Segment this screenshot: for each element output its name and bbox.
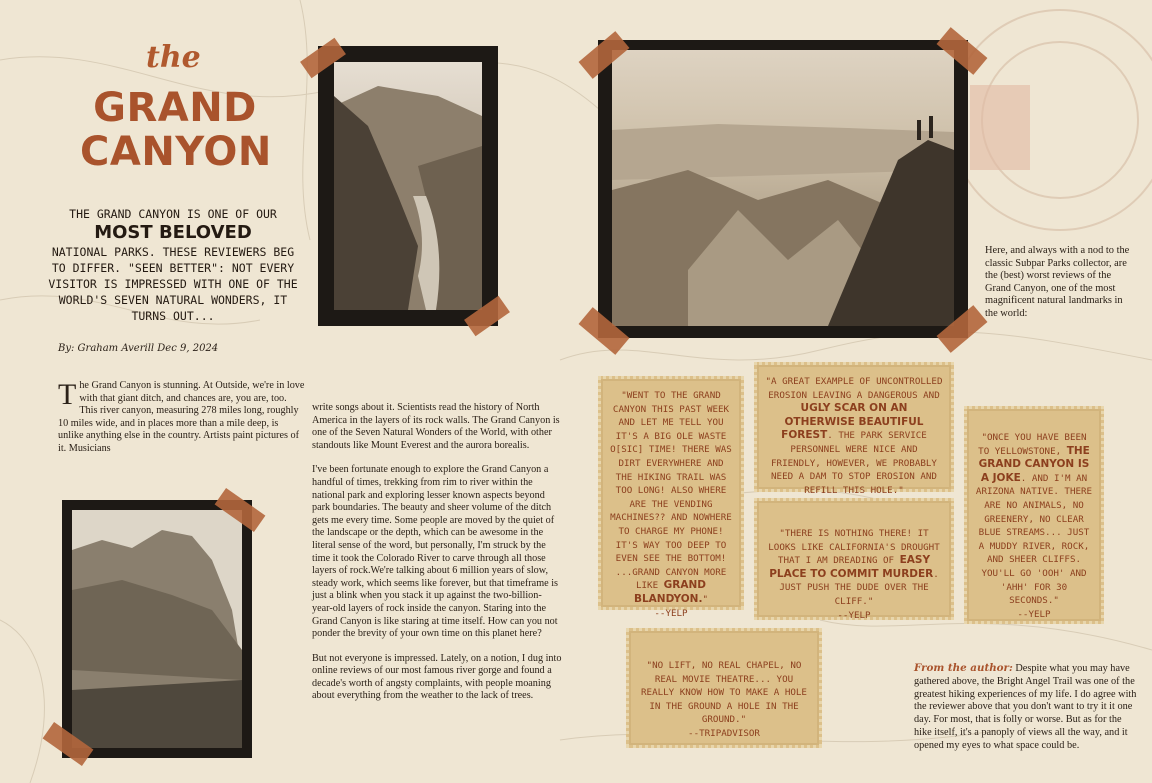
review-source: --YELP bbox=[1017, 608, 1051, 620]
review-card bbox=[626, 628, 822, 748]
review-text-end: . THE PARK SERVICE PERSONNEL WERE NICE AND FRIENDLY, HOWEVER, WE PROBABLY NEED A DAM TO STOP EROSION AND REFILL THIS HOLE." bbox=[771, 430, 937, 496]
deck-line-1: THE GRAND CANYON IS ONE OF OUR bbox=[69, 207, 277, 221]
article-paragraph-3: I've been fortunate enough to explore the Grand Canyon a handful of times, trekking from rim to river within the national park and exploring lesser known aspects beyond park boundaries. The beauty and sheer volume of the ditch gets me every time. Some people are moved by the quiet of the landscape or the depth, which can be awesome in the literal sense of the word, but personally, I'm struck by the time it took the Colorado River to carve through all those layers of rock.We're talking about 6 million years of slow, steady work, which seems like forever, but that timeframe is just a blink when you stack it up against the two-billion-year-old layers of rock inside the canyon. Staring into the Grand Canyon is like staring at time itself. How can you not ponder the brevity of your own time on this planet here? bbox=[312, 464, 558, 640]
photo-canyon-river bbox=[318, 46, 498, 326]
reviews-intro: Here, and always with a nod to the classic Subpar Parks collector, are the (best) worst reviews of the Grand Canyon, one of the most magnificent natural landmarks in the world: bbox=[985, 245, 1130, 319]
review-source: --YELP bbox=[654, 607, 688, 619]
review-emphasis: GRAND BLANDYON. bbox=[633, 579, 707, 605]
review-text-end: . AND I'M AN ARIZONA NATIVE. THERE ARE NO ANIMALS, NO GREENERY, NO CLEAR BLUE STREAMS... JUST A MUDDY RIVER, ROCK, AND SHEER CLIFFS. YOU'LL GO 'OOH' AND 'AHH' FOR 30 SECONDS." bbox=[975, 472, 1093, 607]
title-line-2: CANYON bbox=[80, 129, 272, 175]
review-emphasis: EASY PLACE TO COMMIT MURDER bbox=[769, 554, 934, 580]
author-note bbox=[914, 662, 1140, 753]
title-prefix: the bbox=[146, 40, 201, 75]
author-note-text: Despite what you may have gathered above, the Bright Angel Trail was one of the greatest hiking experiences of my life. I do agree with the reviewer above that you don't want to try it it one day. For most, that is folly or worse. But as for the hike itself, it's a panoply of views all the way, and it opened my eyes to what space could be. bbox=[914, 663, 1137, 751]
review-emphasis: UGLY SCAR ON AN OTHERWISE BEAUTIFUL FOREST bbox=[781, 402, 924, 442]
review-source: --YELP bbox=[837, 609, 871, 621]
review-card bbox=[964, 406, 1104, 624]
deck-emphasis: MOST BELOVED bbox=[94, 222, 252, 243]
title-line-1: GRAND bbox=[93, 85, 257, 131]
photo-rock-formation bbox=[62, 500, 252, 758]
article-paragraph-4: But not everyone is impressed. Lately, on a notion, I dug into online reviews of our most famous river gorge and found a decade's worth of angsty complaints, with people moaning about everything from the weather to the lack of trees. bbox=[312, 652, 562, 702]
deck bbox=[48, 206, 298, 324]
article-column-1 bbox=[58, 380, 306, 456]
review-source: --TRIPADVISOR bbox=[688, 727, 760, 739]
review-card bbox=[754, 362, 954, 496]
drop-cap: T bbox=[58, 378, 77, 411]
page-title bbox=[80, 86, 270, 174]
review-emphasis: THE GRAND CANYON IS A JOKE bbox=[978, 444, 1090, 484]
review-card bbox=[754, 498, 954, 620]
article-paragraph-1: he Grand Canyon is stunning. At Outside, we're in love with that giant ditch, and chances are, you are, too. This river canyon, measuring 278 miles long, roughly 10 miles wide, and in places more than a mile deep, is unlike anything else in the country. Artists paint pictures of it. Musicians bbox=[58, 380, 305, 454]
review-text-end: " bbox=[702, 593, 709, 605]
review-text-end: . JUST PUSH THE DUDE OVER THE CLIFF." bbox=[779, 568, 939, 607]
review-card bbox=[598, 376, 744, 619]
review-text: "THERE IS NOTHING THERE! IT LOOKS LIKE CALIFORNIA'S DROUGHT THAT I AM DREADING OF bbox=[768, 528, 940, 567]
review-text: "NO LIFT, NO REAL CHAPEL, NO REAL MOVIE THEATRE... YOU REALLY KNOW HOW TO MAKE A HOLE IN THE GROUND A HOLE IN THE GROUND." bbox=[641, 660, 807, 726]
byline: By: Graham Averill Dec 9, 2024 bbox=[58, 343, 219, 354]
deck-rest: NATIONAL PARKS. THESE REVIEWERS BEG TO DIFFER. "SEEN BETTER": NOT EVERY VISITOR IS IMPRESSED WITH ONE OF THE WORLD'S SEVEN NATURAL WONDERS, IT TURNS OUT... bbox=[48, 245, 298, 323]
review-text: "ONCE YOU HAVE BEEN TO YELLOWSTONE, bbox=[978, 432, 1087, 457]
review-text: "WENT TO THE GRAND CANYON THIS PAST WEEK AND LET ME TELL YOU IT'S A BIG OLE WASTE O[SIC] TIME! THERE WAS DIRT EVERYWHERE AND THE HIKING TRAIL WAS TOO LONG! ALSO WHERE ARE THE VENDING MACHINES?? AND NOWHERE TO CHARGE MY PHONE! IT'S WAY TOO DEEP TO EVEN SEE THE BOTTOM! ...GRAND CANYON MORE LIKE bbox=[610, 390, 732, 592]
author-note-lead: From the author: bbox=[914, 662, 1013, 674]
article-paragraph-2: write songs about it. Scientists read the history of North America in the layers of its rock walls. The Grand Canyon is one of the Seven Natural Wonders of the World, with other standouts like Mount Everest and the aurora borealis. bbox=[312, 402, 560, 451]
article-column-2 bbox=[312, 402, 562, 703]
review-text: "A GREAT EXAMPLE OF UNCONTROLLED EROSION LEAVING A DANGEROUS AND bbox=[765, 376, 943, 401]
photo-canyon-hikers bbox=[598, 40, 968, 338]
